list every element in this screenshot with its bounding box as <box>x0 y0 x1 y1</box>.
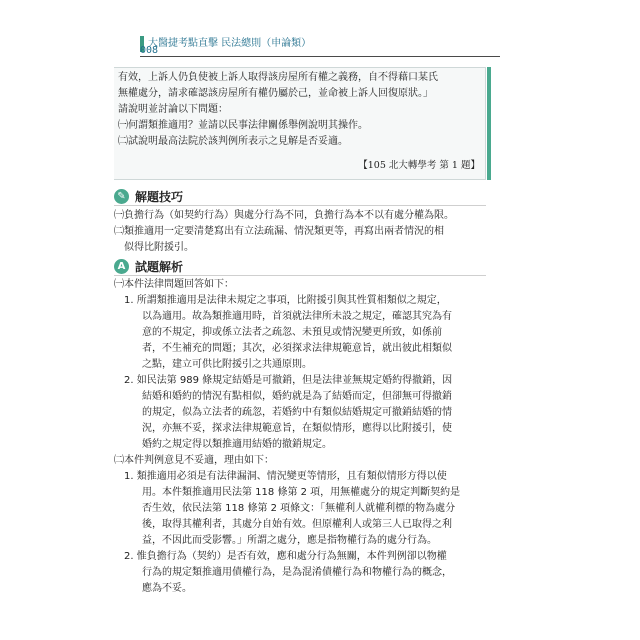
analysis-line: 否生效，依民法第 118 條第 2 項條文：「無權利人就權利標的物為處分 <box>142 503 456 514</box>
analysis-line: 婚約之規定得以類推適用結婚的撤銷規定。 <box>142 439 332 450</box>
answer-a-icon: A <box>114 259 129 274</box>
question-line: ㈠何謂類推適用？並請以民事法律關係舉例說明其操作。 <box>118 120 368 131</box>
analysis-body <box>114 277 494 597</box>
question-line: 無權處分，請求確認該房屋所有權仍屬於己，並命被上訴人回復原狀。」 <box>118 88 433 99</box>
analysis-line: 2. 惟負擔行為（契約）是否有效，應和處分行為無關，本件判例卻以物權 <box>124 551 447 562</box>
technique-line: 似得比附援引。 <box>114 242 194 253</box>
analysis-line: 應為不妥。 <box>142 583 192 594</box>
analysis-line: 益，不因此而受影響。」所謂之處分，應是指物權行為的處分行為。 <box>142 535 437 546</box>
analysis-line: 結婚和婚約的情況有點相似，婚約就是為了結婚而定，但卻無可得撤銷 <box>142 391 452 402</box>
analysis-line: 1. 所謂類推適用是法律未規定之事項，比附援引與其性質相類似之規定， <box>124 295 447 306</box>
technique-body <box>114 208 494 256</box>
question-line: ㈡試說明最高法院於該判例所表示之見解是否妥適。 <box>118 136 348 147</box>
technique-line: ㈠負擔行為（如契約行為）與處分行為不同，負擔行為本不以有處分權為限。 <box>114 210 454 221</box>
analysis-line: 意的不規定，抑或係立法者之疏忽、未預見或情況變更所致，如係前 <box>142 327 442 338</box>
analysis-line: 之點，建立可供比附援引之共通原則。 <box>142 359 312 370</box>
pencil-icon: ✎ <box>114 189 129 204</box>
header-divider <box>140 56 500 57</box>
analysis-divider <box>114 275 486 276</box>
question-box-accent <box>487 67 491 180</box>
technique-heading <box>114 188 183 205</box>
analysis-line: 2. 如民法第 989 條規定結婚是可撤銷，但是法律並無規定婚約得撤銷，因 <box>124 375 453 386</box>
analysis-line: 者，不生補充的問題；其次，必須探求法律規範意旨，就出彼此相類似 <box>142 343 452 354</box>
question-line: 有效，上訴人仍負使被上訴人取得該房屋所有權之義務，自不得藉口某氏 <box>118 72 438 83</box>
analysis-line: 1. 類推適用必須是有法律漏洞、情況變更等情形，且有類似情形方得以使 <box>124 471 447 482</box>
analysis-line: 行為的規定類推適用債權行為，是為混淆債權行為和物權行為的概念， <box>142 567 452 578</box>
analysis-line: 況，亦無不妥，探求法律規範意旨，在類似情形，應得以比附援引，使 <box>142 423 452 434</box>
analysis-line: 以為適用。故為類推適用時，首須就法律所未設之規定，確認其究為有 <box>142 311 452 322</box>
question-line: 請說明並討論以下問題： <box>118 104 228 115</box>
analysis-line: ㈡本件判例意見不妥適，理由如下： <box>114 455 274 466</box>
analysis-heading <box>114 258 183 275</box>
question-text <box>118 70 482 150</box>
analysis-line: 用。本件類推適用民法第 118 條第 2 項，用無權處分的規定判斷契約是 <box>142 487 461 498</box>
book-title: 大醫捷考點直擊 民法總則（申論類） <box>148 38 312 49</box>
question-source: 【105 北大轉學考 第 1 題】 <box>358 160 480 171</box>
page-number: 008 <box>140 45 159 56</box>
technique-heading-label: 解題技巧 <box>135 190 184 204</box>
analysis-line: ㈠本件法律問題回答如下： <box>114 279 234 290</box>
analysis-line: 後，取得其權利者，其處分自始有效。但原權利人或第三人已取得之利 <box>142 519 452 530</box>
technique-line: ㈡類推適用一定要清楚寫出有立法疏漏、情況類更等，再寫出兩者情況的相 <box>114 226 444 237</box>
analysis-line: 的規定，似為立法者的疏忽，若婚約中有類似結婚規定可撤銷結婚的情 <box>142 407 452 418</box>
analysis-heading-label: 試題解析 <box>135 260 184 274</box>
technique-divider <box>114 205 486 206</box>
